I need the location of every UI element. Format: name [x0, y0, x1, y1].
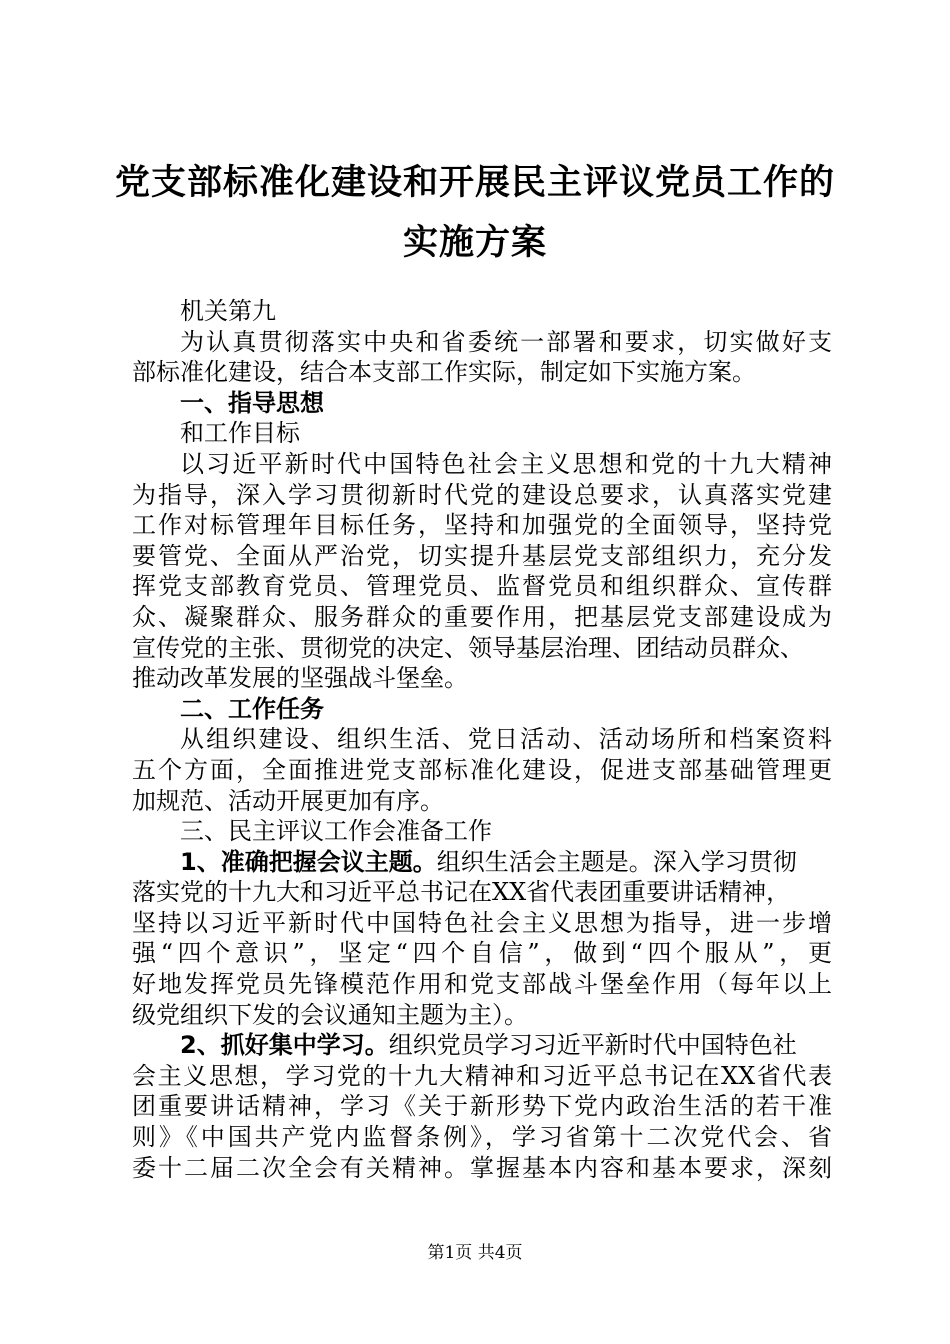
paragraph-line: 会主义思想，学习党的十九大精神和习近平总书记在XX省代表 [132, 1061, 832, 1090]
section-heading: 一、指导思想 [180, 388, 324, 417]
paragraph-line: 推动改革发展的坚强战斗堡垒。 [132, 664, 468, 693]
paragraph-line: 级党组织下发的会议通知主题为主）。 [132, 1000, 528, 1029]
paragraph-line: 工作对标管理年目标任务，坚持和加强党的全面领导，坚持党 [132, 511, 832, 540]
paragraph-line: 为指导，深入学习贯彻新时代党的建设总要求，认真落实党建 [132, 480, 832, 509]
paragraph-line: 和工作目标 [180, 419, 300, 448]
paragraph-line: 五个方面，全面推进党支部标准化建设，促进支部基础管理更 [132, 755, 832, 784]
paragraph-line: 委十二届二次全会有关精神。掌握基本内容和基本要求，深刻 [132, 1153, 832, 1182]
author-line: 机关第九 [180, 297, 276, 325]
paragraph-line: 加规范、活动开展更加有序。 [132, 786, 444, 815]
document-title-line-2: 实施方案 [402, 223, 547, 263]
paragraph-line: 强“四个意识”，坚定“四个自信”，做到“四个服从”，更 [132, 939, 832, 968]
document-body [132, 296, 832, 1183]
paragraph-line: 为认真贯彻落实中央和省委统一部署和要求，切实做好支 [180, 327, 832, 356]
paragraph-line: 则》《中国共产党内监督条例》，学习省第十二次党代会、省 [132, 1123, 832, 1152]
section-heading: 三、民主评议工作会准备工作 [180, 817, 492, 846]
paragraph-line: 2、抓好集中学习。组织党员学习习近平新时代中国特色社 [180, 1031, 797, 1060]
item-heading: 1、准确把握会议主题。 [180, 847, 437, 876]
paragraph-line: 团重要讲话精神，学习《关于新形势下党内政治生活的若干准 [132, 1092, 832, 1121]
paragraph-line: 以习近平新时代中国特色社会主义思想和党的十九大精神 [180, 449, 832, 478]
document-title-line-1: 党支部标准化建设和开展民主评议党员工作的 [114, 163, 835, 203]
paragraph-line: 坚持以习近平新时代中国特色社会主义思想为指导，进一步增 [132, 908, 832, 937]
paragraph-line: 从组织建设、组织生活、党日活动、活动场所和档案资料 [180, 725, 832, 754]
paragraph-line: 挥党支部教育党员、管理党员、监督党员和组织群众、宣传群 [132, 572, 832, 601]
paragraph-line: 要管党、全面从严治党，切实提升基层党支部组织力，充分发 [132, 541, 832, 570]
paragraph-line: 落实党的十九大和习近平总书记在XX省代表团重要讲话精神， [132, 878, 791, 907]
paragraph-line: 部标准化建设，结合本支部工作实际，制定如下实施方案。 [132, 358, 756, 387]
page-footer: 第1页 共4页 [427, 1243, 523, 1263]
paragraph-line: 好地发挥党员先锋模范作用和党支部战斗堡垒作用（每年以上 [132, 970, 832, 999]
item-heading: 2、抓好集中学习。 [180, 1031, 389, 1060]
section-heading: 二、工作任务 [180, 694, 324, 723]
paragraph-line: 众、凝聚群众、服务群众的重要作用，把基层党支部建设成为 [132, 602, 832, 631]
paragraph-line: 1、准确把握会议主题。组织生活会主题是。深入学习贯彻 [180, 847, 797, 876]
paragraph-line: 宣传党的主张、贯彻党的决定、领导基层治理、团结动员群众、 [132, 633, 804, 662]
